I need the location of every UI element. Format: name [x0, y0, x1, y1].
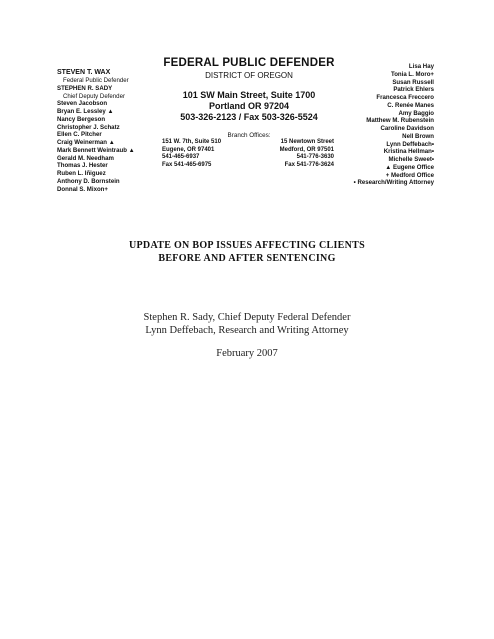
staff-name: Caroline Davidson	[380, 125, 434, 132]
staff-name: C. Renée Manes	[387, 101, 434, 109]
staff-list-right	[304, 63, 434, 187]
staff-name: Anthony D. Bornstein	[57, 177, 120, 185]
title-line: BEFORE AND AFTER SENTENCING	[158, 253, 336, 264]
staff-name: Francesca Freccero	[376, 94, 434, 101]
branch-line: Medford, OR 97501	[279, 146, 334, 153]
staff-title: Chief Deputy Defender	[63, 92, 125, 100]
staff-name: Nancy Bergeson	[57, 115, 106, 123]
phone-fax: 503-326-2123 / Fax 503-326-5524	[180, 112, 318, 122]
staff-name: Patrick Ehlers	[393, 86, 434, 94]
staff-name: Thomas J. Hester	[57, 162, 108, 170]
title-line: UPDATE ON BOP ISSUES AFFECTING CLIENTS	[129, 240, 365, 251]
branch-line: 15 Newtown Street	[280, 139, 334, 145]
staff-name: Michelle Sweet•	[388, 156, 434, 163]
staff-name: Donnal S. Mixon+	[57, 185, 108, 193]
staff-name: Tonia L. Moro+	[390, 70, 434, 78]
staff-name: STEVEN T. WAX	[57, 69, 111, 76]
branch-line: Eugene, OR 97401	[162, 146, 215, 153]
branch-line: 151 W. 7th, Suite 510	[162, 139, 222, 145]
staff-name: Gerald M. Needham	[57, 154, 114, 162]
staff-name: STEPHEN R. SADY	[57, 84, 113, 92]
branch-line: Fax 541-776-3624	[284, 161, 334, 168]
legend-item: • Research/Writing Attorney	[353, 179, 434, 187]
branch-offices-label: Branch Offices:	[227, 132, 271, 139]
staff-name: Amy Baggio	[398, 109, 434, 117]
staff-name: Ruben L. Iñiguez	[57, 170, 106, 177]
staff-name: Nell Brown	[402, 132, 434, 140]
branch-line: Fax 541-465-6975	[162, 161, 212, 168]
document-title	[0, 239, 494, 265]
address-city: Portland OR 97204	[208, 101, 290, 111]
author-line: Lynn Deffebach, Research and Writing Attorney	[145, 325, 349, 336]
staff-name: Bryan E. Lessley ▲	[57, 108, 114, 115]
staff-name: Craig Weinerman ▲	[57, 139, 115, 146]
author-line: Stephen R. Sady, Chief Deputy Federal Defender	[143, 312, 351, 323]
legend-item: + Medford Office	[385, 171, 434, 179]
staff-name: Lisa Hay	[408, 63, 434, 70]
staff-name: Steven Jacobson	[57, 100, 108, 108]
staff-name: Christopher J. Schatz	[57, 123, 120, 131]
district-name: DISTRICT OF OREGON	[205, 71, 293, 80]
org-title: FEDERAL PUBLIC DEFENDER	[163, 57, 335, 69]
document-date: February 2007	[216, 348, 278, 359]
staff-name: Kristina Hellman•	[383, 148, 434, 156]
address-street: 101 SW Main Street, Suite 1700	[182, 90, 316, 100]
authors	[0, 311, 494, 337]
staff-name: Matthew M. Rubenstein	[366, 117, 434, 125]
staff-name: Susan Russell	[392, 78, 434, 86]
staff-name: Lynn Deffebach•	[386, 140, 434, 148]
staff-name: Mark Bennett Weintraub ▲	[57, 146, 135, 154]
branch-line: 541-776-3630	[296, 154, 334, 161]
legend-item: ▲ Eugene Office	[385, 163, 434, 171]
branch-office-eugene	[162, 139, 221, 169]
branch-line: 541-465-6937	[162, 154, 200, 161]
staff-title: Federal Public Defender	[63, 77, 129, 84]
staff-name: Ellen C. Pitcher	[57, 131, 102, 139]
